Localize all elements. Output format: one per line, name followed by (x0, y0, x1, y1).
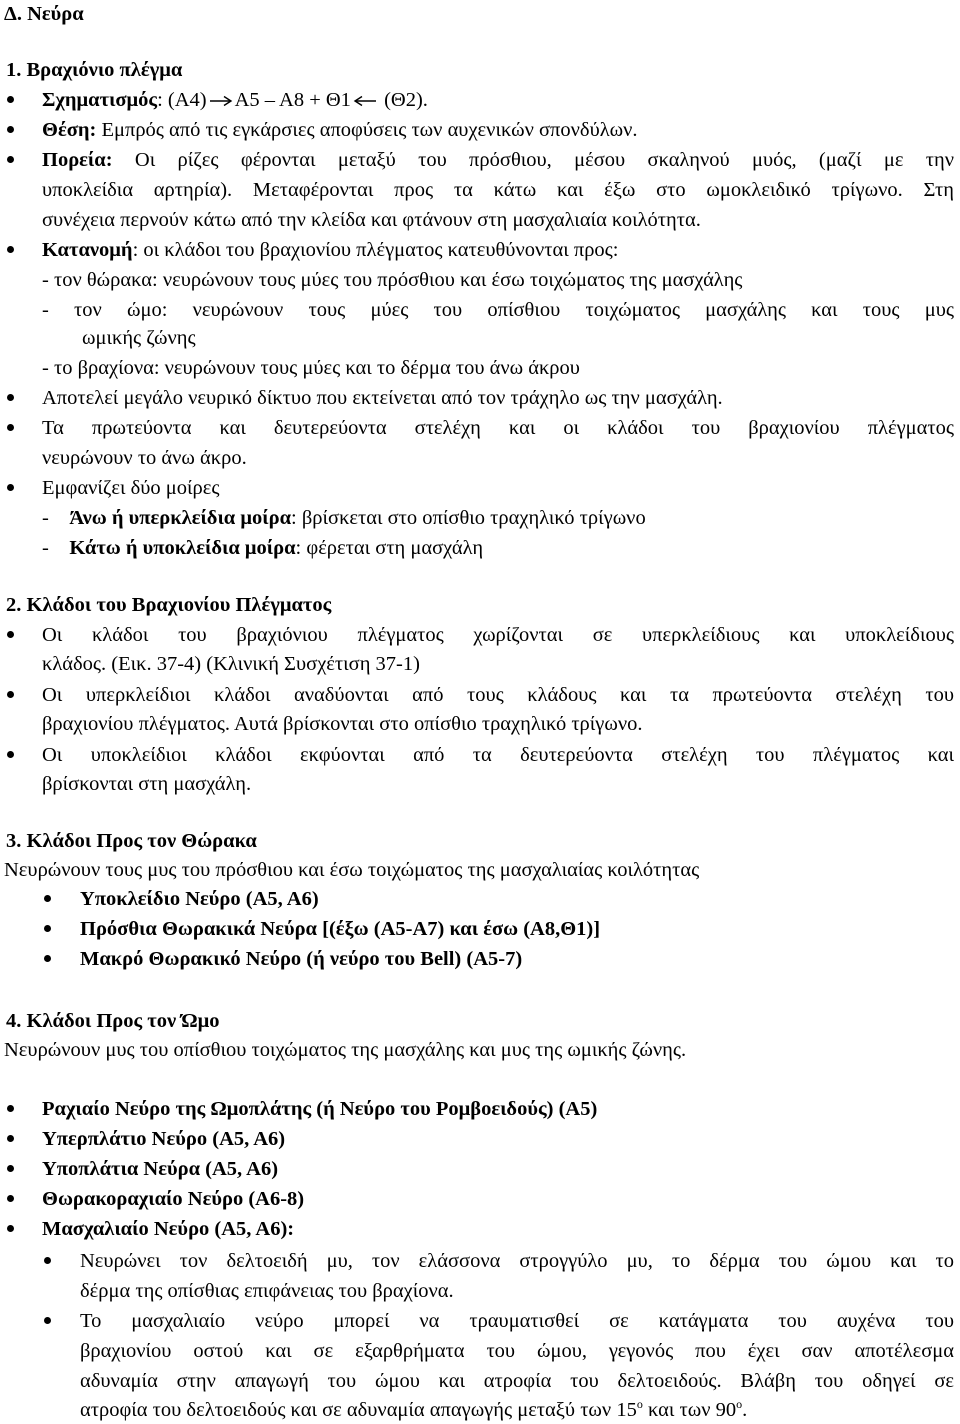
bullet-icon (7, 484, 14, 491)
bullet-icon (7, 631, 14, 638)
axillary-line-4-text-a: ατροφία του δελτοειδούς και σε αδυναμία απαγωγής μεταξύ των 15 (80, 1399, 637, 1421)
bullet-icon (7, 1225, 14, 1232)
shoulder-intro: Νευρώνουν μυς του οπίσθιου τοιχώματος της μασχάλης και μυς της ωμικής ζώνης. (4, 1039, 687, 1061)
branches-2-line-2: βραχιονίου πλέγματος. Αυτά βρίσκονται στο οπίσθιο τραχηλικό τρίγωνο. (42, 713, 643, 735)
nerve-subclavian: Υποκλείδιο Νεύρο (Α5, Α6) (80, 888, 319, 910)
arrow-right-icon (209, 95, 233, 107)
degree-superscript: ο (736, 1397, 743, 1412)
nerve-suprascapular: Υπερπλάτιο Νεύρο (Α5, Α6) (42, 1128, 286, 1150)
arrow-left-icon (353, 95, 377, 107)
branches-3-line-1: Οι υποκλείδιοι κλάδοι εκφύονται από τα δευτερεύοντα στελέχη του πλέγματος και (42, 744, 954, 766)
distribution-label: Κατανομή (42, 239, 133, 261)
branches-2-line-1: Οι υπερκλείδιοι κλάδοι αναδύονται από τους κλάδους και τα πρωτεύοντα στελέχη του (42, 684, 954, 706)
distribution-text: : οι κλάδοι του βραχιονίου πλέγματος κατευθύνονται προς: (132, 239, 619, 261)
branches-3-line-2: βρίσκονται στη μασχάλη. (42, 773, 252, 795)
bullet-icon (7, 751, 14, 758)
bullet-icon (7, 126, 14, 133)
axillary-sub-1-line-2: δέρμα της οπίσθιας επιφάνειας του βραχίονα. (80, 1280, 454, 1302)
position-line (42, 118, 638, 142)
bullet-icon (44, 1257, 51, 1264)
nerve-subscapular: Υποπλάτια Νεύρα (Α5, Α6) (42, 1158, 279, 1180)
bullet-icon (44, 955, 51, 962)
course-text-1: Οι ρίζες φέρονται μεταξύ του πρόσθιου, μέσου σκαληνού μυός, (μαζί με την (112, 149, 954, 171)
formation-text-b: Α5 – Α8 + Θ1 (234, 89, 351, 111)
distribution-item-arm: - το βραχίονα: νευρώνουν τους μύες και το δέρμα του άνω άκρου (42, 357, 580, 379)
axillary-sub-2-line-4 (80, 1398, 747, 1422)
distribution-item-shoulder-cont: ωμικής ζώνης (82, 327, 196, 349)
course-label: Πορεία: (42, 149, 113, 171)
bullet-icon (7, 96, 14, 103)
lower-part-label: Κάτω ή υποκλείδια μοίρα (69, 537, 296, 559)
distribution-line (42, 238, 619, 262)
axillary-sub-1-line-1: Νευρώνει τον δελτοειδή μυ, τον ελάσσονα στρογγύλο μυ, το δέρμα του ώμου και το (80, 1250, 954, 1272)
nerve-long-thoracic: Μακρό Θωρακικό Νεύρο (ή νεύρο του Bell) (Α5-7) (80, 948, 523, 970)
section-4-title: 4. Κλάδοι Προς τον Ώμο (6, 1010, 220, 1032)
nerve-dorsal-scapular: Ραχιαίο Νεύρο της Ωμοπλάτης (ή Νεύρο του Ρομβοειδούς) (Α5) (42, 1098, 598, 1120)
parts-line: Εμφανίζει δύο μοίρες (42, 477, 220, 499)
bullet-icon (7, 424, 14, 431)
degree-superscript: ο (636, 1397, 643, 1412)
trunks-line-1: Τα πρωτεύοντα και δευτερεύοντα στελέχη και οι κλάδοι του βραχιονίου πλέγματος (42, 417, 954, 439)
trunks-line-2: νευρώνουν το άνω άκρο. (42, 447, 247, 469)
axillary-line-4-text-b: και των 90 (642, 1399, 737, 1421)
course-line-1 (42, 148, 954, 172)
bullet-icon (7, 156, 14, 163)
axillary-sub-2-line-2: βραχιονίου οστού και σε εξαρθρήματα του ώμου, γεγονός που έχει σαν αποτέλεσμα (80, 1340, 954, 1362)
lower-part-text: : φέρεται στη μασχάλη (295, 537, 484, 559)
upper-part-line: - Άνω ή υπερκλείδια μοίρα: βρίσκεται στο οπίσθιο τραχηλικό τρίγωνο (42, 507, 646, 529)
section-2-title: 2. Κλάδοι του Βραχιονίου Πλέγματος (6, 594, 332, 616)
position-text: Εμπρός από τις εγκάρσιες αποφύσεις των αυχενικών σπονδύλων. (96, 119, 638, 141)
bullet-icon (7, 1135, 14, 1142)
lower-part-line: - Κάτω ή υποκλείδια μοίρα: φέρεται στη μασχάλη (42, 537, 484, 559)
axillary-sub-2-line-1: Το μασχαλιαίο νεύρο μπορεί να τραυματισθεί σε κατάγματα του αυχένα του (80, 1310, 954, 1332)
upper-part-text: : βρίσκεται στο οπίσθιο τραχηλικό τρίγωνο (291, 507, 646, 529)
upper-part-label: Άνω ή υπερκλείδια μοίρα (69, 507, 292, 529)
formation-text-a: : (Α4) (157, 89, 207, 111)
branches-1-line-2: κλάδος. (Εικ. 37-4) (Κλινική Συσχέτιση 37-1) (42, 653, 420, 675)
course-line-3: συνέχεια περνούν κάτω από την κλείδα και φτάνουν στη μασχαλιαία κοιλότητα. (42, 209, 701, 231)
axillary-line-4-text-c: . (742, 1399, 748, 1421)
bullet-icon (7, 1195, 14, 1202)
thorax-intro: Νευρώνουν τους μυς του πρόσθιου και έσω τοιχώματος της μασχαλιαίας κοιλότητας (4, 859, 700, 881)
formation-text-c: (Θ2). (378, 89, 428, 111)
bullet-icon (44, 925, 51, 932)
distribution-item-shoulder: - τον ώμο: νευρώνουν τους μύες του οπίσθιου τοιχώματος μασχάλης και τους μυς (42, 299, 954, 321)
section-heading: Δ. Νεύρα (4, 3, 84, 25)
formation-line (42, 88, 428, 112)
nerve-thoracodorsal: Θωρακοραχιαίο Νεύρο (Α6-8) (42, 1188, 305, 1210)
network-line: Αποτελεί μεγάλο νευρικό δίκτυο που εκτείνεται από τον τράχηλο ως την μασχάλη. (42, 387, 723, 409)
bullet-icon (44, 895, 51, 902)
section-1-title: 1. Βραχιόνιο πλέγμα (6, 59, 183, 81)
section-3-title: 3. Κλάδοι Προς τον Θώρακα (6, 830, 257, 852)
branches-1-line-1: Οι κλάδοι του βραχιόνιου πλέγματος χωρίζονται σε υπερκλείδιους και υποκλείδιους (42, 624, 954, 646)
bullet-icon (7, 1165, 14, 1172)
bullet-icon (7, 246, 14, 253)
bullet-icon (44, 1317, 51, 1324)
bullet-icon (7, 1105, 14, 1112)
distribution-item-thorax: - τον θώρακα: νευρώνουν τους μύες του πρόσθιου και έσω τοιχώματος της μασχάλης (42, 269, 743, 291)
axillary-sub-2-line-3: αδυναμία στην απαγωγή του ώμου και ατροφία του δελτοειδούς. Βλάβη του οδηγεί σε (80, 1370, 954, 1392)
course-line-2: υποκλείδια αρτηρία). Μεταφέρονται προς τα κάτω και έξω στο ωμοκλειδικό τρίγωνο. Στη (42, 179, 954, 201)
formation-label: Σχηματισμός (42, 89, 158, 111)
nerve-anterior-thoracic: Πρόσθια Θωρακικά Νεύρα [(έξω (Α5-Α7) και έσω (Α8,Θ1)] (80, 918, 601, 940)
bullet-icon (7, 691, 14, 698)
position-label: Θέση: (42, 119, 97, 141)
bullet-icon (7, 394, 14, 401)
nerve-axillary: Μασχαλιαίο Νεύρο (Α5, Α6): (42, 1218, 295, 1240)
